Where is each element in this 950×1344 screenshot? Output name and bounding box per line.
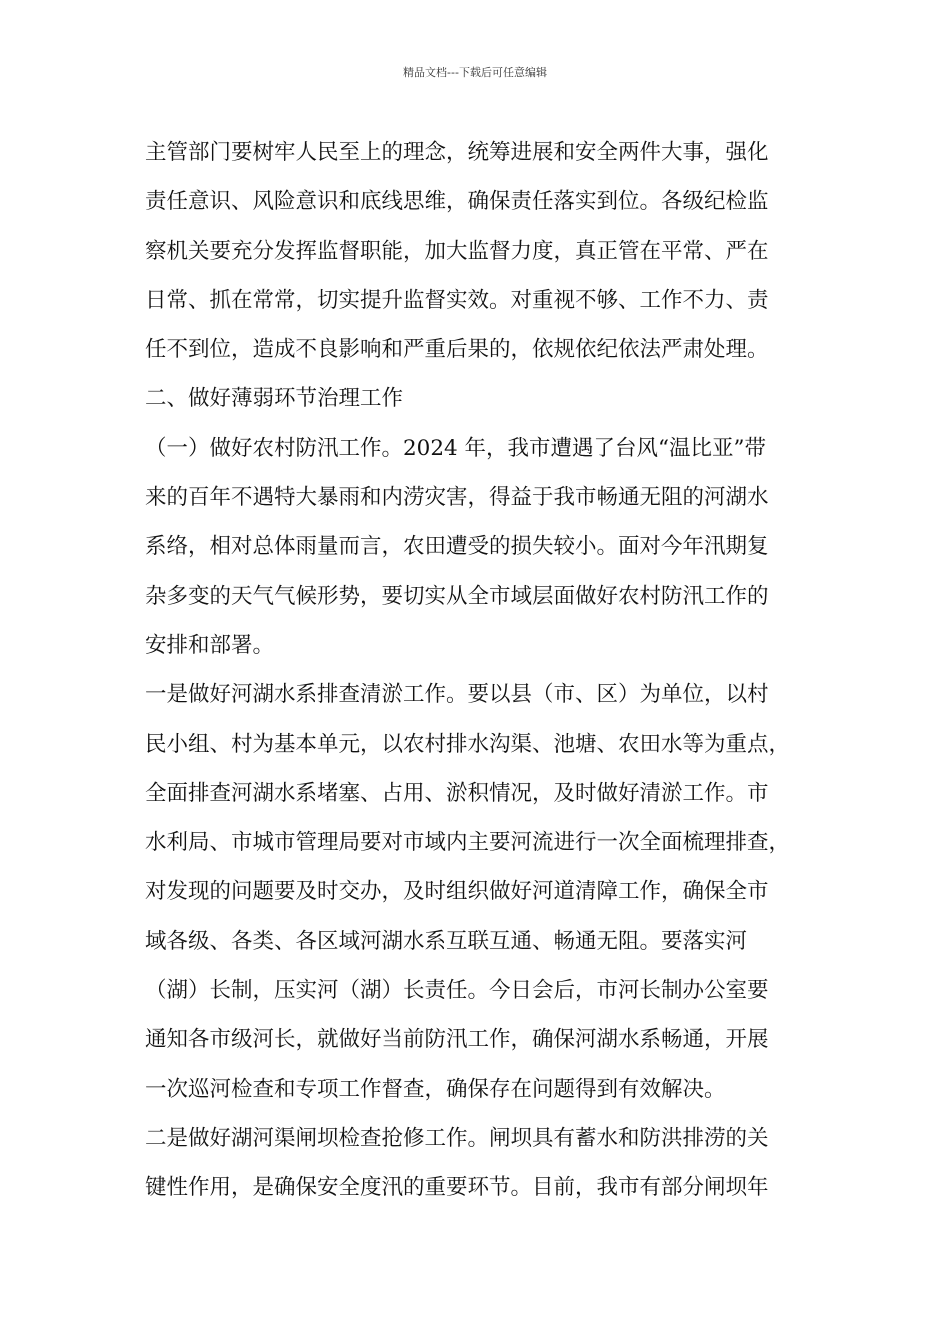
paragraph-line: 民小组、村为基本单元，以农村排水沟渠、池塘、农田水等为重点， — [145, 731, 791, 757]
paragraph-line: 来的百年不遇特大暴雨和内涝灾害，得益于我市畅通无阻的河湖水 — [145, 485, 769, 511]
paragraph-line: 察机关要充分发挥监督职能，加大监督力度，真正管在平常、严在 — [145, 238, 769, 264]
paragraph-line: 责任意识、风险意识和底线思维，确保责任落实到位。各级纪检监 — [145, 189, 769, 215]
page-header: 精品文档---下载后可任意编辑 — [403, 66, 547, 79]
paragraph-line: 系络，相对总体雨量而言，农田遭受的损失较小。面对今年汛期复 — [145, 534, 769, 560]
paragraph-line: 通知各市级河长，就做好当前防汛工作，确保河湖水系畅通，开展 — [145, 1027, 769, 1053]
paragraph-line: （湖）长制，压实河（湖）长责任。今日会后，市河长制办公室要 — [145, 978, 769, 1004]
paragraph-line: 全面排查河湖水系堵塞、占用、淤积情况，及时做好清淤工作。市 — [145, 780, 769, 806]
paragraph-line: 安排和部署。 — [145, 632, 275, 658]
paragraph-line: 二是做好湖河渠闸坝检查抢修工作。闸坝具有蓄水和防洪排涝的关 — [145, 1125, 769, 1151]
paragraph-line: 主管部门要树牢人民至上的理念，统筹进展和安全两件大事，强化 — [145, 140, 769, 165]
paragraph-line: 一次巡河检查和专项工作督查，确保存在问题得到有效解决。 — [145, 1076, 726, 1102]
paragraph-line: （一）做好农村防汛工作。2024 年，我市遭遇了台风“温比亚”带 — [145, 435, 767, 461]
paragraph-line: 水利局、市城市管理局要对市域内主要河流进行一次全面梳理排查， — [145, 830, 791, 856]
paragraph-line: 杂多变的天气气候形势，要切实从全市域层面做好农村防汛工作的 — [145, 583, 769, 609]
paragraph-line: 域各级、各类、各区域河湖水系互联互通、畅通无阻。要落实河 — [145, 928, 748, 954]
paragraph-line: 对发现的问题要及时交办，及时组织做好河道清障工作，确保全市 — [145, 879, 769, 905]
document-body — [145, 133, 810, 1218]
paragraph-line: 一是做好河湖水系排查清淤工作。要以县（市、区）为单位，以村 — [145, 682, 769, 708]
paragraph-line: 键性作用，是确保安全度汛的重要环节。目前，我市有部分闸坝年 — [145, 1175, 769, 1201]
section-heading: 二、做好薄弱环节治理工作 — [145, 386, 404, 412]
paragraph-line: 任不到位，造成不良影响和严重后果的，依规依纪依法严肃处理。 — [145, 337, 769, 363]
paragraph-line: 日常、抓在常常，切实提升监督实效。对重视不够、工作不力、责 — [145, 287, 769, 313]
